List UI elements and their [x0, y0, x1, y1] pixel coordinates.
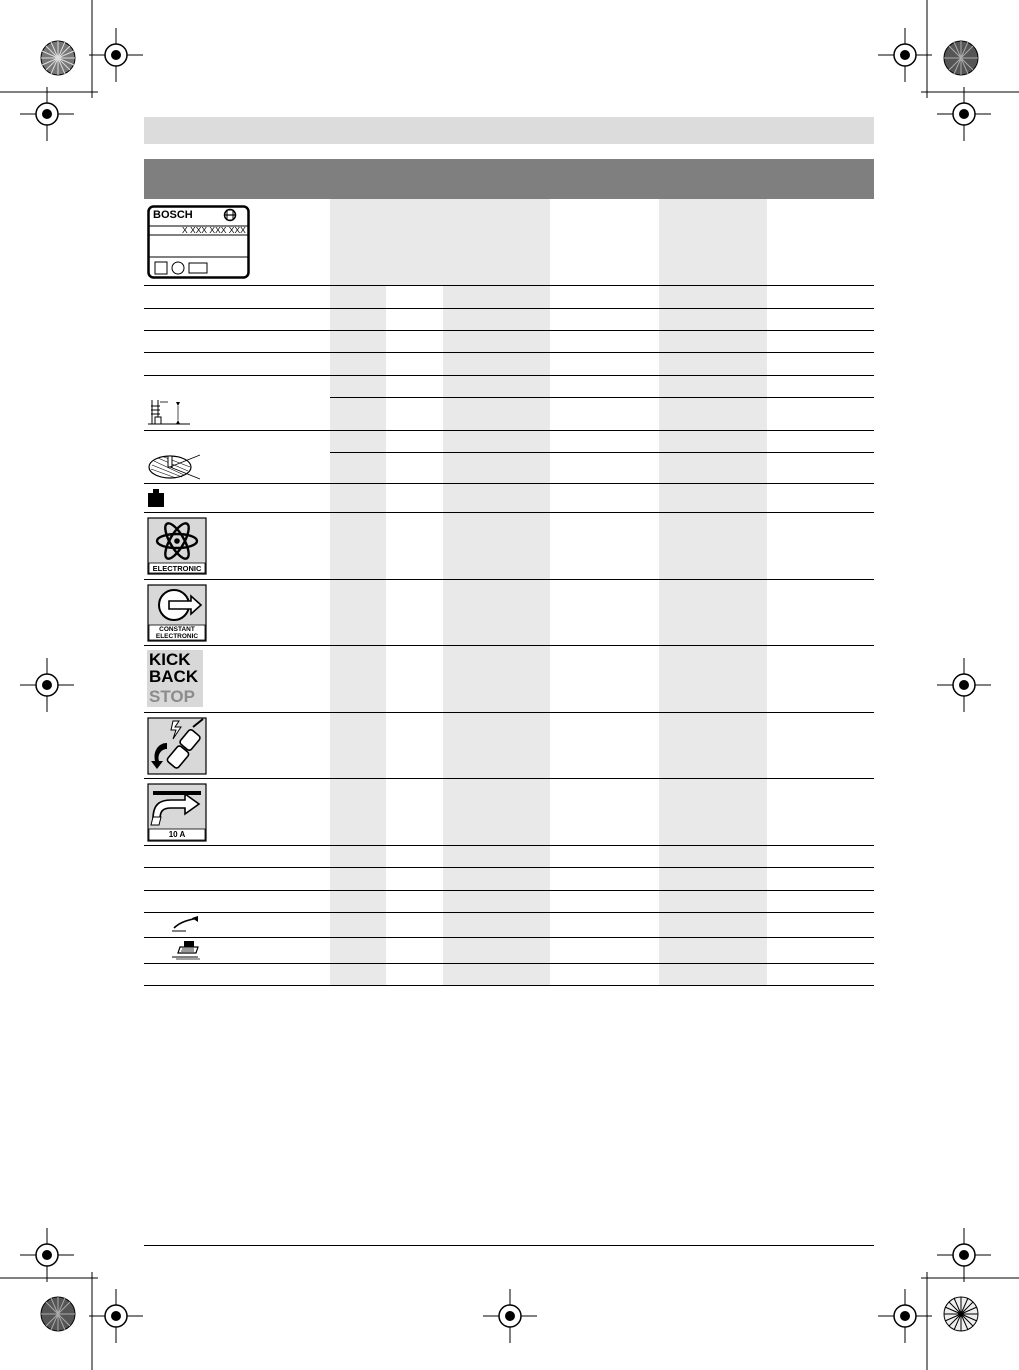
nameplate-brand: BOSCH	[153, 209, 193, 221]
calibration-wheel-icon	[943, 1296, 979, 1332]
calibration-wheel-icon	[40, 1296, 76, 1332]
registration-target-icon	[937, 658, 991, 712]
constant-label-line2: ELECTRONIC	[155, 633, 199, 640]
fuse-label: 10 A	[168, 830, 186, 839]
registration-target-icon	[20, 1228, 74, 1282]
kickback-line-back: BACK	[149, 667, 199, 686]
registration-target-icon	[89, 28, 143, 82]
kickback-line-stop: STOP	[149, 687, 195, 706]
registration-target-icon	[483, 1289, 537, 1343]
nameplate-article-number: X XXX XXX XXX	[182, 225, 246, 235]
registration-target-icon	[937, 1228, 991, 1282]
registration-target-icon	[20, 658, 74, 712]
registration-target-icon	[937, 87, 991, 141]
electronic-label: ELECTRONIC	[152, 564, 202, 573]
calibration-wheel-icon	[40, 40, 76, 76]
calibration-wheel-icon	[943, 40, 979, 76]
kickback-line-kick: KICK	[149, 650, 191, 669]
constant-label-line1: CONSTANT	[159, 626, 195, 633]
registration-target-icon	[878, 28, 932, 82]
registration-target-icon	[878, 1289, 932, 1343]
registration-target-icon	[89, 1289, 143, 1343]
registration-target-icon	[20, 87, 74, 141]
